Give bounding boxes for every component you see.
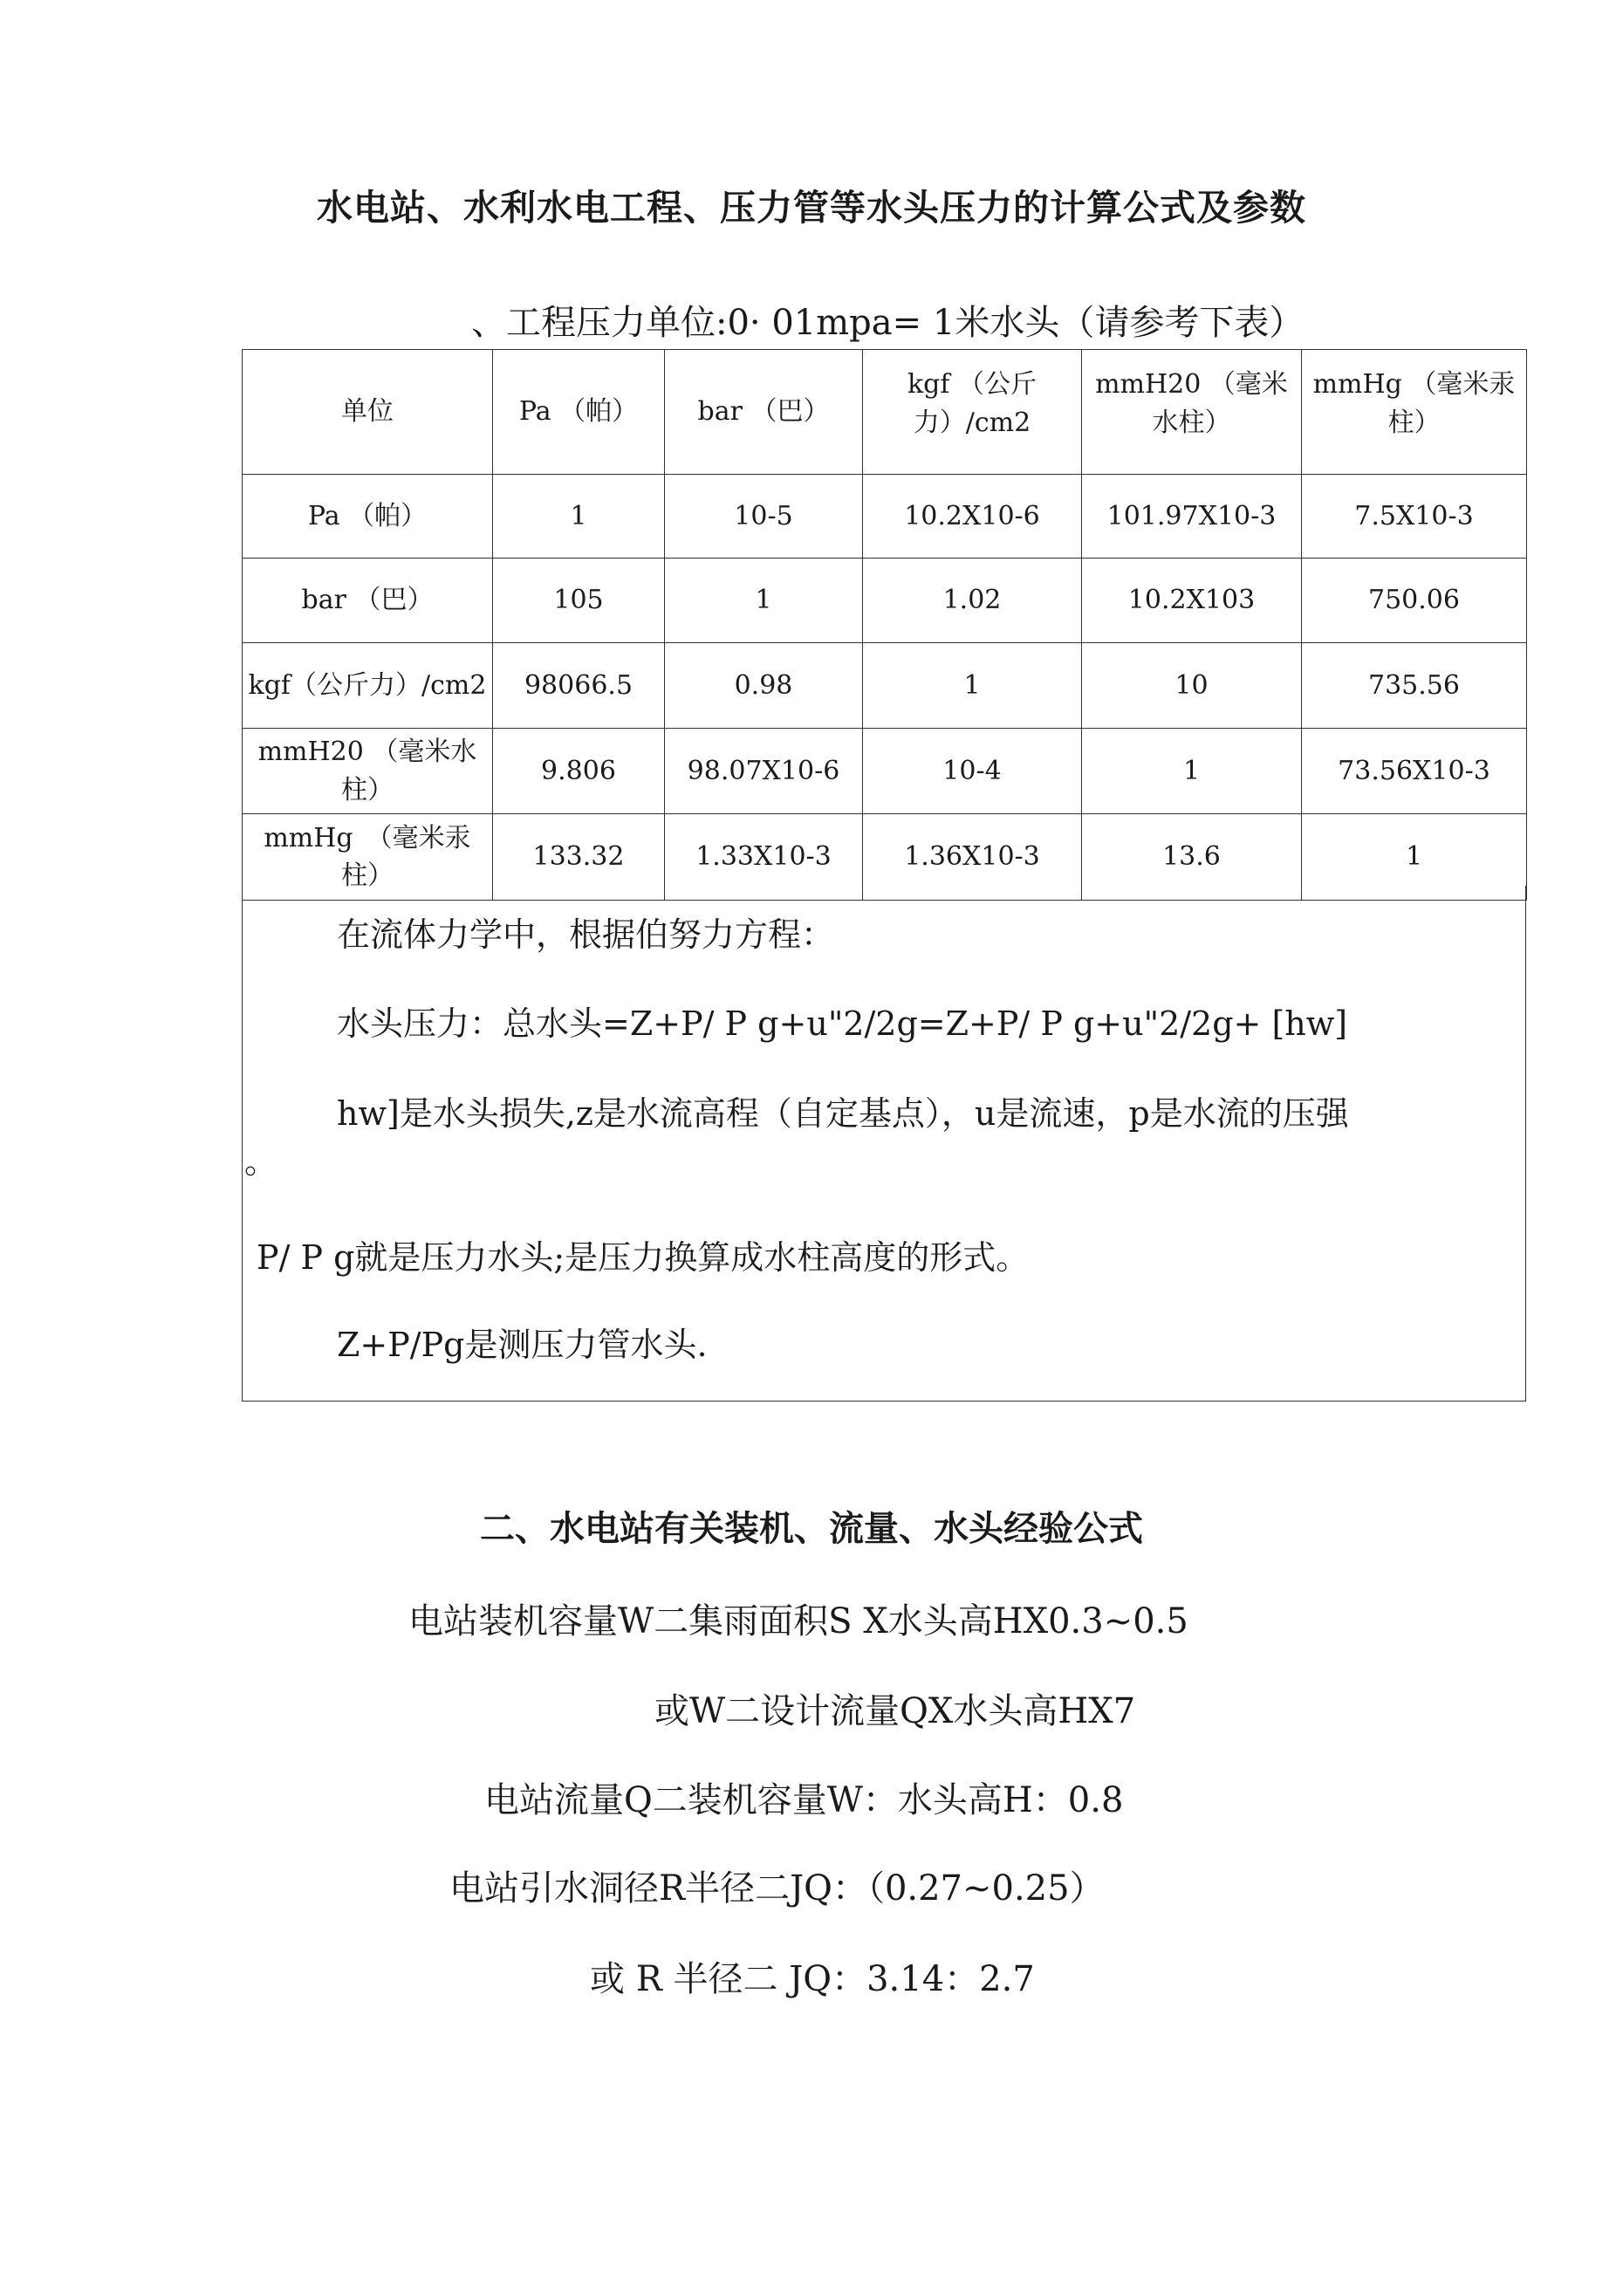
formula-line: 或 R 半径二 JQ：3.14：2.7 [590,1959,1035,1999]
table-cell: 101.97X10-3 [1082,475,1302,559]
header-cell: mmH20 （毫米水柱） [1082,350,1302,475]
table-row [243,643,1527,729]
page-title: 水电站、水利水电工程、压力管等水头压力的计算公式及参数 [317,187,1306,229]
section-heading: 二、水电站有关装机、流量、水头经验公式 [480,1508,1143,1549]
table-cell: 105 [493,559,665,643]
table-cell: 133.32 [493,814,665,901]
table-cell: 1 [1082,729,1302,814]
header-cell: bar （巴） [665,350,863,475]
table-cell: 98.07X10-6 [665,729,863,814]
table-row [243,475,1527,559]
table-cell: 10.2X103 [1082,559,1302,643]
table-cell: 0.98 [665,643,863,729]
table-cell: 10.2X10-6 [863,475,1082,559]
note-line: P/ P g就是压力水头;是压力换算成水柱高度的形式。 [257,1238,1030,1277]
table-header-row [243,350,1527,475]
table-cell: 1 [493,475,665,559]
note-line: 在流体力学中，根据伯努力方程： [337,915,835,954]
header-cell: kgf （公斤力）/cm2 [863,350,1082,475]
table-cell: 10-5 [665,475,863,559]
row-label: Pa （帕） [243,475,493,559]
row-label: bar （巴） [243,559,493,643]
formula-line: 电站引水洞径R半径二JQ：（0.27~0.25） [449,1868,1105,1909]
table-cell: 1 [1302,814,1527,901]
table-cell: 750.06 [1302,559,1527,643]
table-caption: 、工程压力单位:0· 01mpa= 1米水头（请参考下表） [471,303,1305,343]
note-line: 水头压力：总水头=Z+P/ P g+u"2/2g=Z+P/ P g+u"2/2g+ [hw] [337,1004,1348,1043]
note-line: 。 [244,1142,278,1181]
unit-conversion-table [242,349,1527,901]
note-line: hw]是水头损失,z是水流高程（自定基点），u是流速，p是水流的压强 [337,1094,1349,1133]
row-label: mmHg （毫米汞柱） [243,814,493,901]
header-cell: Pa （帕） [493,350,665,475]
table-cell: 1 [863,643,1082,729]
table-row [243,559,1527,643]
table-cell: 735.56 [1302,643,1527,729]
formula-line: 电站装机容量W二集雨面积S X水头高HX0.3~0.5 [408,1601,1188,1641]
note-line: Z+P/Pg是测压力管水头. [337,1326,708,1364]
row-label: kgf（公斤力）/cm2 [243,643,493,729]
table-cell: 13.6 [1082,814,1302,901]
table-cell: 1.33X10-3 [665,814,863,901]
table-cell: 98066.5 [493,643,665,729]
table-cell: 10 [1082,643,1302,729]
table-cell: 73.56X10-3 [1302,729,1527,814]
table-cell: 1.36X10-3 [863,814,1082,901]
header-cell: mmHg （毫米汞柱） [1302,350,1527,475]
formula-line: 或W二设计流量QX水头高HX7 [654,1691,1136,1731]
header-cell: 单位 [243,350,493,475]
formula-line: 电站流量Q二装机容量W：水头高H：0.8 [484,1780,1124,1820]
table-cell: 1 [665,559,863,643]
table-cell: 9.806 [493,729,665,814]
table-cell: 7.5X10-3 [1302,475,1527,559]
table-cell: 1.02 [863,559,1082,643]
table-row [243,729,1527,814]
row-label: mmH20 （毫米水柱） [243,729,493,814]
table-cell: 10-4 [863,729,1082,814]
